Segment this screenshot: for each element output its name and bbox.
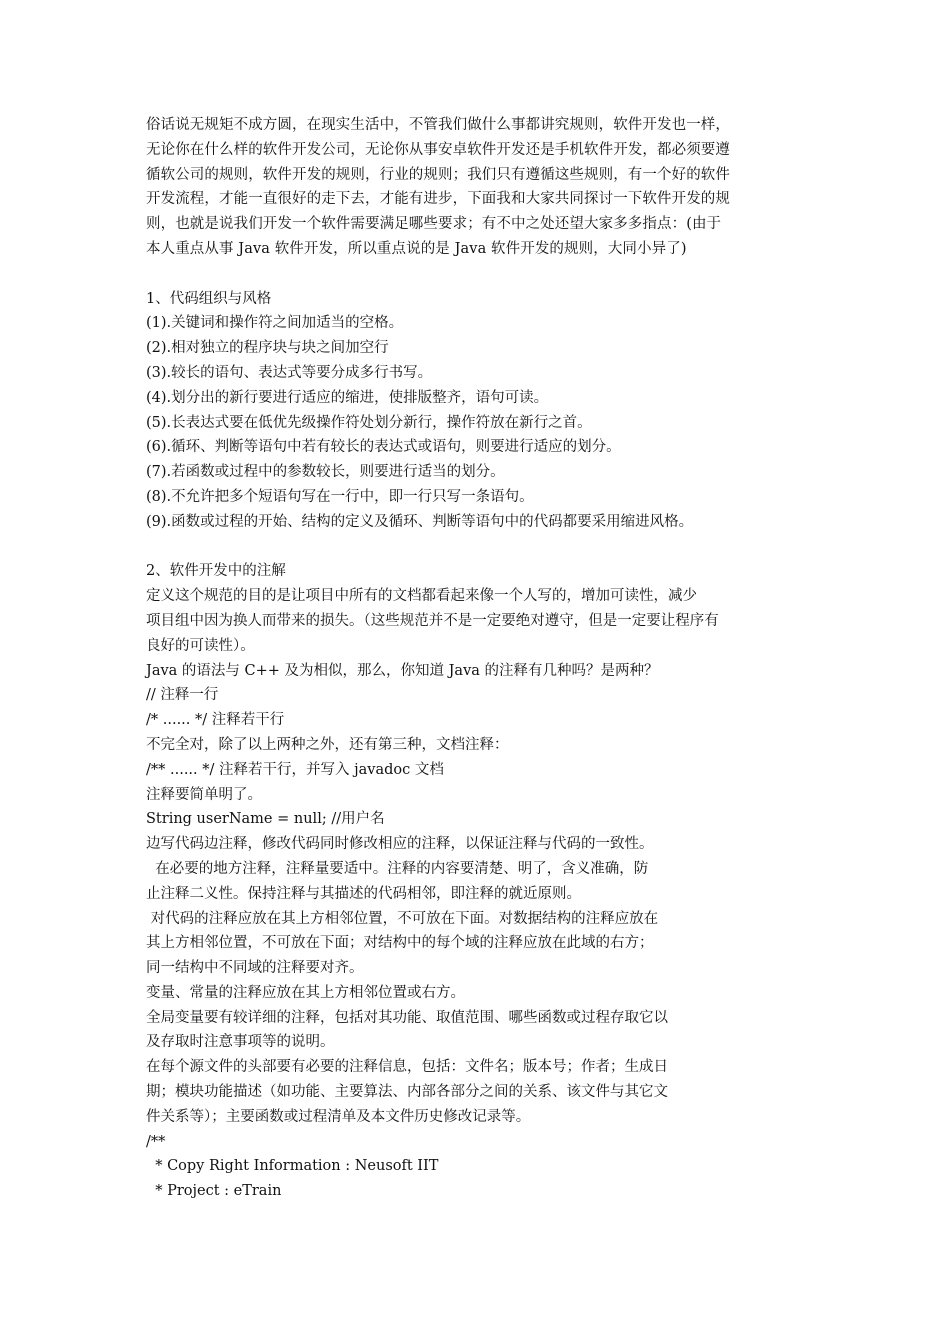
text-line: 同一结构中不同域的注释要对齐。 — [146, 960, 364, 977]
document-page — [146, 113, 816, 1204]
intro-line: 俗话说无规矩不成方圆，在现实生活中，不管我们做什么事都讲究规则，软件开发也一样， — [146, 117, 730, 133]
text-line: 止注释二义性。保持注释与其描述的代码相邻，即注释的就近原则。 — [146, 885, 581, 902]
code-line: * Project : eTrain — [146, 1183, 282, 1200]
text-line: 项目组中因为换人而带来的损失。（这些规范并不是一定要绝对遵守，但是一定要让程序有 — [146, 612, 719, 629]
text-line: 定义这个规范的目的是让项目中所有的文档都看起来像一个人写的，增加可读性，减少 — [146, 588, 697, 605]
list-item: (5).长表达式要在低优先级操作符处划分新行，操作符放在新行之首。 — [146, 414, 592, 431]
section-heading: 2、软件开发中的注解 — [146, 563, 286, 580]
text-line: 其上方相邻位置，不可放在下面；对结构中的每个域的注释应放在此域的右方； — [146, 935, 654, 952]
intro-line: 循软公司的规则，软件开发的规则，行业的规则；我们只有遵循这些规则，有一个好的软件 — [146, 166, 730, 183]
text-line: 全局变量要有较详细的注释，包括对其功能、取值范围、哪些函数或过程存取它以 — [146, 1009, 668, 1026]
text-line: 变量、常量的注释应放在其上方相邻位置或右方。 — [146, 984, 465, 1001]
list-item: (9).函数或过程的开始、结构的定义及循环、判断等语句中的代码都要采用缩进风格。 — [146, 513, 694, 530]
section-heading: 1、代码组织与风格 — [146, 290, 272, 307]
text-line: /** ...... */ 注释若干行，并写入 javadoc 文档 — [146, 761, 444, 778]
intro-line: 则，也就是说我们开发一个软件需要满足哪些要求；有不中之处还望大家多多指点：(由于 — [146, 216, 722, 233]
list-item: (2).相对独立的程序块与块之间加空行 — [146, 340, 389, 357]
list-item: (8).不允许把多个短语句写在一行中，即一行只写一条语句。 — [146, 488, 534, 505]
text-line: 边写代码边注释，修改代码同时修改相应的注释，以保证注释与代码的一致性。 — [146, 836, 654, 853]
text-line: 注释要简单明了。 — [146, 786, 262, 803]
intro-paragraph — [146, 113, 816, 262]
text-line: 期；模块功能描述（如功能、主要算法、内部各部分之间的关系、该文件与其它文 — [146, 1084, 668, 1101]
code-line: String userName = null; //用户名 — [146, 811, 385, 828]
intro-line: 开发流程，才能一直很好的走下去，才能有进步，下面我和大家共同探讨一下软件开发的规 — [146, 191, 730, 208]
code-line: /** — [146, 1133, 166, 1150]
list-item: (7).若函数或过程中的参数较长，则要进行适当的划分。 — [146, 464, 505, 481]
section-comments — [146, 559, 816, 1204]
blank-line — [146, 535, 816, 560]
list-item: (3).较长的语句、表达式等要分成多行书写。 — [146, 364, 433, 381]
text-line: 良好的可读性）。 — [146, 637, 255, 654]
section-code-style — [146, 287, 816, 535]
list-item: (1).关键词和操作符之间加适当的空格。 — [146, 315, 404, 332]
intro-line: 本人重点从事 Java 软件开发，所以重点说的是 Java 软件开发的规则，大同小异了) — [146, 240, 687, 257]
code-line: * Copy Right Information : Neusoft IIT — [146, 1158, 439, 1175]
list-item: (4).划分出的新行要进行适应的缩进，使排版整齐，语句可读。 — [146, 389, 549, 406]
blank-line — [146, 262, 816, 287]
text-line: 在每个源文件的头部要有必要的注释信息，包括：文件名；版本号；作者；生成日 — [146, 1059, 668, 1076]
text-line: 不完全对，除了以上两种之外，还有第三种，文档注释： — [146, 736, 509, 753]
text-line: 对代码的注释应放在其上方相邻位置，不可放在下面。对数据结构的注释应放在 — [146, 910, 659, 927]
intro-line: 无论你在什么样的软件开发公司，无论你从事安卓软件开发还是手机软件开发，都必须要遵 — [146, 141, 730, 158]
text-line: 及存取时注意事项等的说明。 — [146, 1034, 335, 1051]
list-item: (6).循环、判断等语句中若有较长的表达式或语句，则要进行适应的划分。 — [146, 439, 621, 456]
text-line: 在必要的地方注释，注释量要适中。注释的内容要清楚、明了，含义准确，防 — [146, 860, 649, 877]
text-line: // 注释一行 — [146, 687, 219, 704]
text-line: Java 的语法与 C++ 及为相似，那么，你知道 Java 的注释有几种吗？是两种？ — [146, 662, 659, 679]
text-line: /* ...... */ 注释若干行 — [146, 712, 285, 729]
text-line: 件关系等）；主要函数或过程清单及本文件历史修改记录等。 — [146, 1108, 531, 1125]
